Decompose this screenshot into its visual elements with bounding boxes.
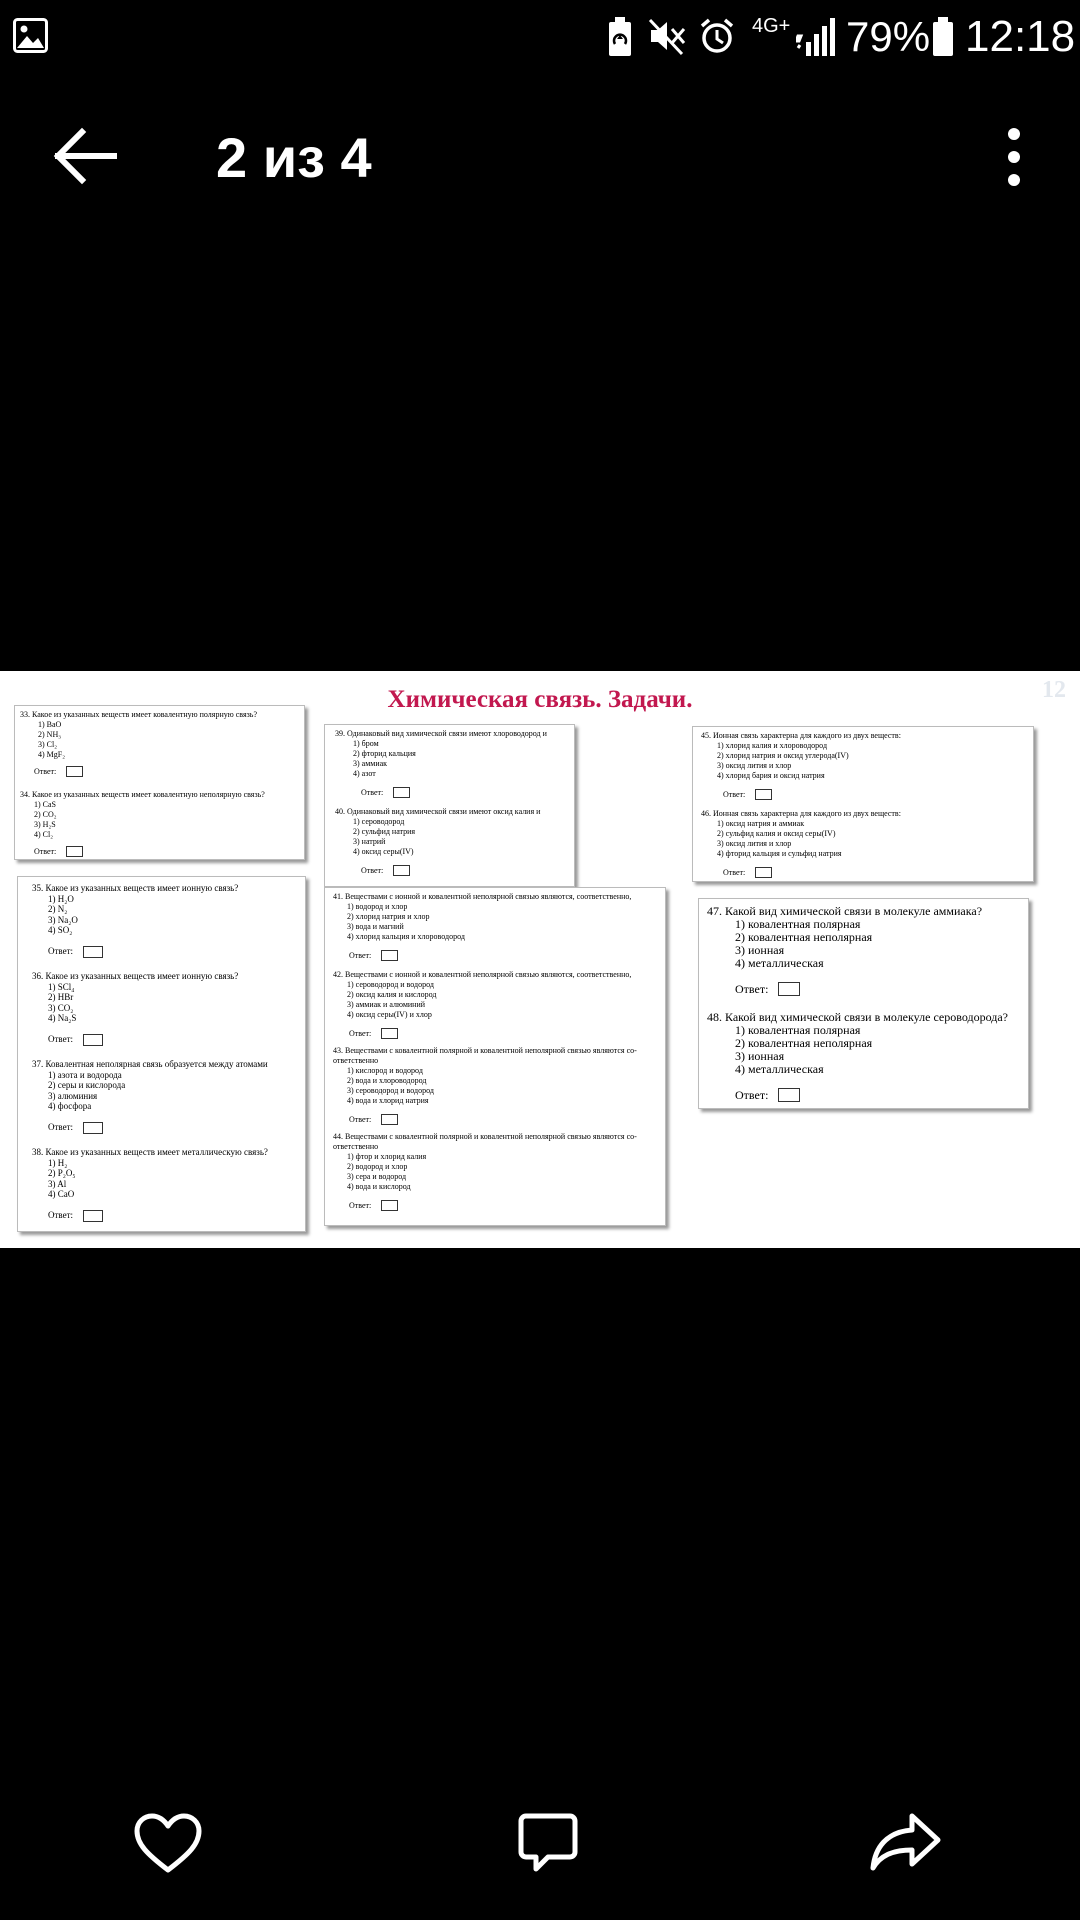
heart-icon xyxy=(133,1812,203,1876)
answer-box xyxy=(381,1028,398,1039)
option: 3) оксид лития и хлор xyxy=(717,761,792,770)
question-39 xyxy=(325,729,574,798)
option: 2) оксид калия и кислород xyxy=(347,990,437,999)
question-text: 35. Какое из указанных веществ имеет ионную связь? xyxy=(32,883,239,893)
answer-label: Ответ: xyxy=(349,1114,372,1124)
answer-row xyxy=(333,950,659,961)
option: 4) хлорид бария и оксид натрия xyxy=(717,771,825,780)
option: 4) MgF₂ xyxy=(38,750,66,759)
question-43 xyxy=(325,1046,665,1125)
option: 3) алюминия xyxy=(48,1090,98,1101)
battery-saver-icon xyxy=(606,14,634,58)
option: 2) CO₂ xyxy=(34,810,57,819)
option: 4) оксид серы(IV) и хлор xyxy=(347,1010,432,1019)
option: 1) CaS xyxy=(34,800,56,809)
answer-box xyxy=(381,1114,398,1125)
question-card-47-48 xyxy=(698,898,1029,1109)
option: 3) ионная xyxy=(735,943,785,957)
option: 3) вода и магний xyxy=(347,922,404,931)
option: 3) ионная xyxy=(735,1049,785,1063)
answer-label: Ответ: xyxy=(48,1034,74,1045)
option: 3) сероводород и водород xyxy=(347,1086,434,1095)
answer-label: Ответ: xyxy=(735,1087,769,1102)
answer-row xyxy=(20,846,304,857)
option: 3) натрий xyxy=(353,837,386,846)
option: 2) водород и хлор xyxy=(347,1162,408,1171)
question-text: 46. Ионная связь характерна для каждого из двух веществ: xyxy=(701,809,901,818)
option: 4) хлорид кальция и хлороводород xyxy=(347,932,465,941)
option: 4) металлическая xyxy=(735,956,824,970)
option: 4) оксид серы(IV) xyxy=(353,847,414,856)
answer-box xyxy=(755,789,772,800)
question-44 xyxy=(325,1132,665,1211)
question-34 xyxy=(15,790,304,857)
answer-label: Ответ: xyxy=(48,1122,74,1133)
back-arrow-icon xyxy=(44,121,124,191)
answer-row xyxy=(333,1028,659,1039)
option: 3) Cl₂ xyxy=(38,740,58,749)
status-bar xyxy=(0,0,1080,76)
alarm-icon xyxy=(698,14,736,58)
back-button[interactable] xyxy=(44,121,124,191)
question-36 xyxy=(18,971,305,1046)
option: 4) SO₂ xyxy=(48,925,73,935)
option: 1) хлорид калия и хлороводород xyxy=(717,741,828,750)
option: 2) фторид кальция xyxy=(353,749,416,758)
question-35 xyxy=(18,883,305,958)
question-48 xyxy=(699,1011,1028,1102)
option: 3) H₂S xyxy=(34,820,56,829)
question-text: 48. Какой вид химической связи в молекуле сероводорода? xyxy=(707,1010,1009,1024)
option: 1) оксид натрия и аммиак xyxy=(717,819,805,828)
option: 1) бром xyxy=(353,739,379,748)
option: 1) сероводород и водород xyxy=(347,980,434,989)
more-options-button[interactable] xyxy=(994,122,1034,192)
document-image[interactable] xyxy=(0,671,1080,1248)
question-card-45-46 xyxy=(692,726,1034,882)
question-text: 38. Какое из указанных веществ имеет металлическую связь? xyxy=(32,1147,268,1157)
question-text: 43. Веществами с ковалентной полярной и ковалентной неполярной связью являются со-ответственно xyxy=(333,1046,637,1065)
answer-row xyxy=(707,982,1028,996)
question-text: 47. Какой вид химической связи в молекуле аммиака? xyxy=(707,904,983,918)
question-47 xyxy=(699,905,1028,996)
network-type-label: 4G+ xyxy=(752,15,791,37)
option: 1) сероводород xyxy=(353,817,405,826)
more-vert-icon xyxy=(994,122,1034,192)
option: 1) кислород и водород xyxy=(347,1066,423,1075)
answer-box xyxy=(755,867,772,878)
mute-icon xyxy=(648,14,686,58)
option: 3) Al xyxy=(48,1178,67,1189)
question-text: 37. Ковалентная неполярная связь образуется между атомами xyxy=(32,1059,268,1069)
question-38 xyxy=(18,1147,305,1222)
answer-row xyxy=(32,1034,305,1046)
answer-row xyxy=(333,1200,659,1211)
answer-row xyxy=(32,946,305,958)
answer-box xyxy=(83,946,103,958)
battery-percent: 79% xyxy=(846,13,931,60)
answer-row xyxy=(707,1088,1028,1102)
option: 2) хлорид натрия и оксид углерода(IV) xyxy=(717,751,849,760)
option: 4) Na₂S xyxy=(48,1013,77,1023)
answer-row xyxy=(20,766,304,777)
answer-row xyxy=(333,1114,659,1125)
option: 1) водород и хлор xyxy=(347,902,408,911)
answer-box xyxy=(778,1088,800,1102)
option: 2) вода и хлороводород xyxy=(347,1076,427,1085)
gallery-icon xyxy=(13,18,48,53)
question-46 xyxy=(693,809,1033,878)
option: 4) CaO xyxy=(48,1189,75,1199)
option: 4) Cl₂ xyxy=(34,830,54,839)
answer-box xyxy=(83,1210,103,1222)
option: 3) Na₂O xyxy=(48,914,78,925)
question-37 xyxy=(18,1059,305,1134)
answer-box xyxy=(66,766,83,777)
option: 1) азота и водорода xyxy=(48,1069,122,1080)
answer-row xyxy=(335,787,574,798)
option: 1) ковалентная полярная xyxy=(735,917,861,931)
answer-box xyxy=(83,1034,103,1046)
page-number: 12 xyxy=(1042,677,1066,703)
question-text: 45. Ионная связь характерна для каждого из двух веществ: xyxy=(701,731,901,740)
option: 1) BaO xyxy=(38,720,62,729)
option: 1) H₂O xyxy=(48,893,74,904)
option: 4) вода и кислород xyxy=(347,1182,411,1191)
like-button[interactable] xyxy=(133,1812,203,1876)
question-card-33-34 xyxy=(14,705,305,860)
answer-row xyxy=(701,867,1033,878)
answer-label: Ответ: xyxy=(349,1200,372,1210)
answer-label: Ответ: xyxy=(361,865,384,875)
option: 4) фторид кальция и сульфид натрия xyxy=(717,849,842,858)
document-title: Химическая связь. Задачи. xyxy=(387,686,693,713)
option: 3) CO₂ xyxy=(48,1002,74,1013)
question-text: 36. Какое из указанных веществ имеет ионную связь? xyxy=(32,971,239,981)
option: 2) ковалентная неполярная xyxy=(735,1036,873,1050)
question-card-35-38 xyxy=(17,876,306,1232)
answer-label: Ответ: xyxy=(723,867,746,877)
answer-box xyxy=(381,1200,398,1211)
question-text: 39. Одинаковый вид химической связи имеют хлороводород и xyxy=(335,729,547,738)
answer-label: Ответ: xyxy=(48,1210,74,1221)
signal-icon xyxy=(796,14,836,58)
question-41 xyxy=(325,892,665,961)
share-button[interactable] xyxy=(870,1812,942,1872)
option: 3) аммиак xyxy=(353,759,388,768)
question-text: 41. Веществами с ионной и ковалентной неполярной связью являются, соответственно, xyxy=(333,892,632,901)
answer-box xyxy=(778,982,800,996)
answer-box xyxy=(66,846,83,857)
comment-button[interactable] xyxy=(518,1812,578,1874)
answer-row xyxy=(701,789,1033,800)
answer-box xyxy=(381,950,398,961)
answer-box xyxy=(393,787,410,798)
option: 1) SCl₄ xyxy=(48,981,75,992)
option: 2) хлорид натрия и хлор xyxy=(347,912,430,921)
option: 2) N₂ xyxy=(48,904,68,914)
option: 2) серы и кислорода xyxy=(48,1080,126,1090)
question-text: 42. Веществами с ионной и ковалентной неполярной связью являются, соответственно, xyxy=(333,970,632,979)
share-icon xyxy=(870,1812,942,1872)
answer-label: Ответ: xyxy=(723,789,746,799)
option: 3) сера и водород xyxy=(347,1172,407,1181)
answer-label: Ответ: xyxy=(735,981,769,996)
question-text: 34. Какое из указанных веществ имеет ковалентную неполярную связь? xyxy=(20,790,265,799)
question-text: 33. Какое из указанных веществ имеет ковалентную полярную связь? xyxy=(20,710,257,719)
option: 4) вода и хлорид натрия xyxy=(347,1096,429,1105)
option: 3) аммиак и алюминий xyxy=(347,1000,426,1009)
battery-icon xyxy=(931,14,955,58)
question-40 xyxy=(325,807,574,876)
answer-label: Ответ: xyxy=(34,846,57,856)
option: 4) металлическая xyxy=(735,1062,824,1076)
answer-row xyxy=(32,1122,305,1134)
option: 2) сульфид натрия xyxy=(353,827,416,836)
question-text: 44. Веществами с ковалентной полярной и ковалентной неполярной связью являются со-ответственно xyxy=(333,1132,637,1151)
page-title: 2 из 4 xyxy=(216,126,372,189)
answer-box xyxy=(393,865,410,876)
question-card-41-44 xyxy=(324,887,666,1226)
answer-row xyxy=(335,865,574,876)
option: 4) фосфора xyxy=(48,1101,92,1111)
question-text: 40. Одинаковый вид химической связи имеют оксид калия и xyxy=(335,807,541,816)
question-card-39-40 xyxy=(324,724,575,887)
option: 1) фтор и хлорид калия xyxy=(347,1152,427,1161)
option: 1) ковалентная полярная xyxy=(735,1023,861,1037)
option: 2) P₂O₅ xyxy=(48,1168,76,1178)
option: 2) сульфид калия и оксид серы(IV) xyxy=(717,829,836,838)
option: 1) H₂ xyxy=(48,1157,68,1168)
question-42 xyxy=(325,970,665,1039)
answer-label: Ответ: xyxy=(48,946,74,957)
answer-row xyxy=(32,1210,305,1222)
option: 2) HBr xyxy=(48,992,74,1002)
option: 4) азот xyxy=(353,769,376,778)
answer-label: Ответ: xyxy=(349,950,372,960)
option: 3) оксид лития и хлор xyxy=(717,839,792,848)
answer-label: Ответ: xyxy=(361,787,384,797)
clock: 12:18 xyxy=(965,12,1076,61)
question-33 xyxy=(15,710,304,777)
answer-label: Ответ: xyxy=(349,1028,372,1038)
question-45 xyxy=(693,731,1033,800)
option: 2) NH₃ xyxy=(38,730,62,739)
answer-box xyxy=(83,1122,103,1134)
option: 2) ковалентная неполярная xyxy=(735,930,873,944)
answer-label: Ответ: xyxy=(34,766,57,776)
comment-icon xyxy=(518,1812,578,1874)
